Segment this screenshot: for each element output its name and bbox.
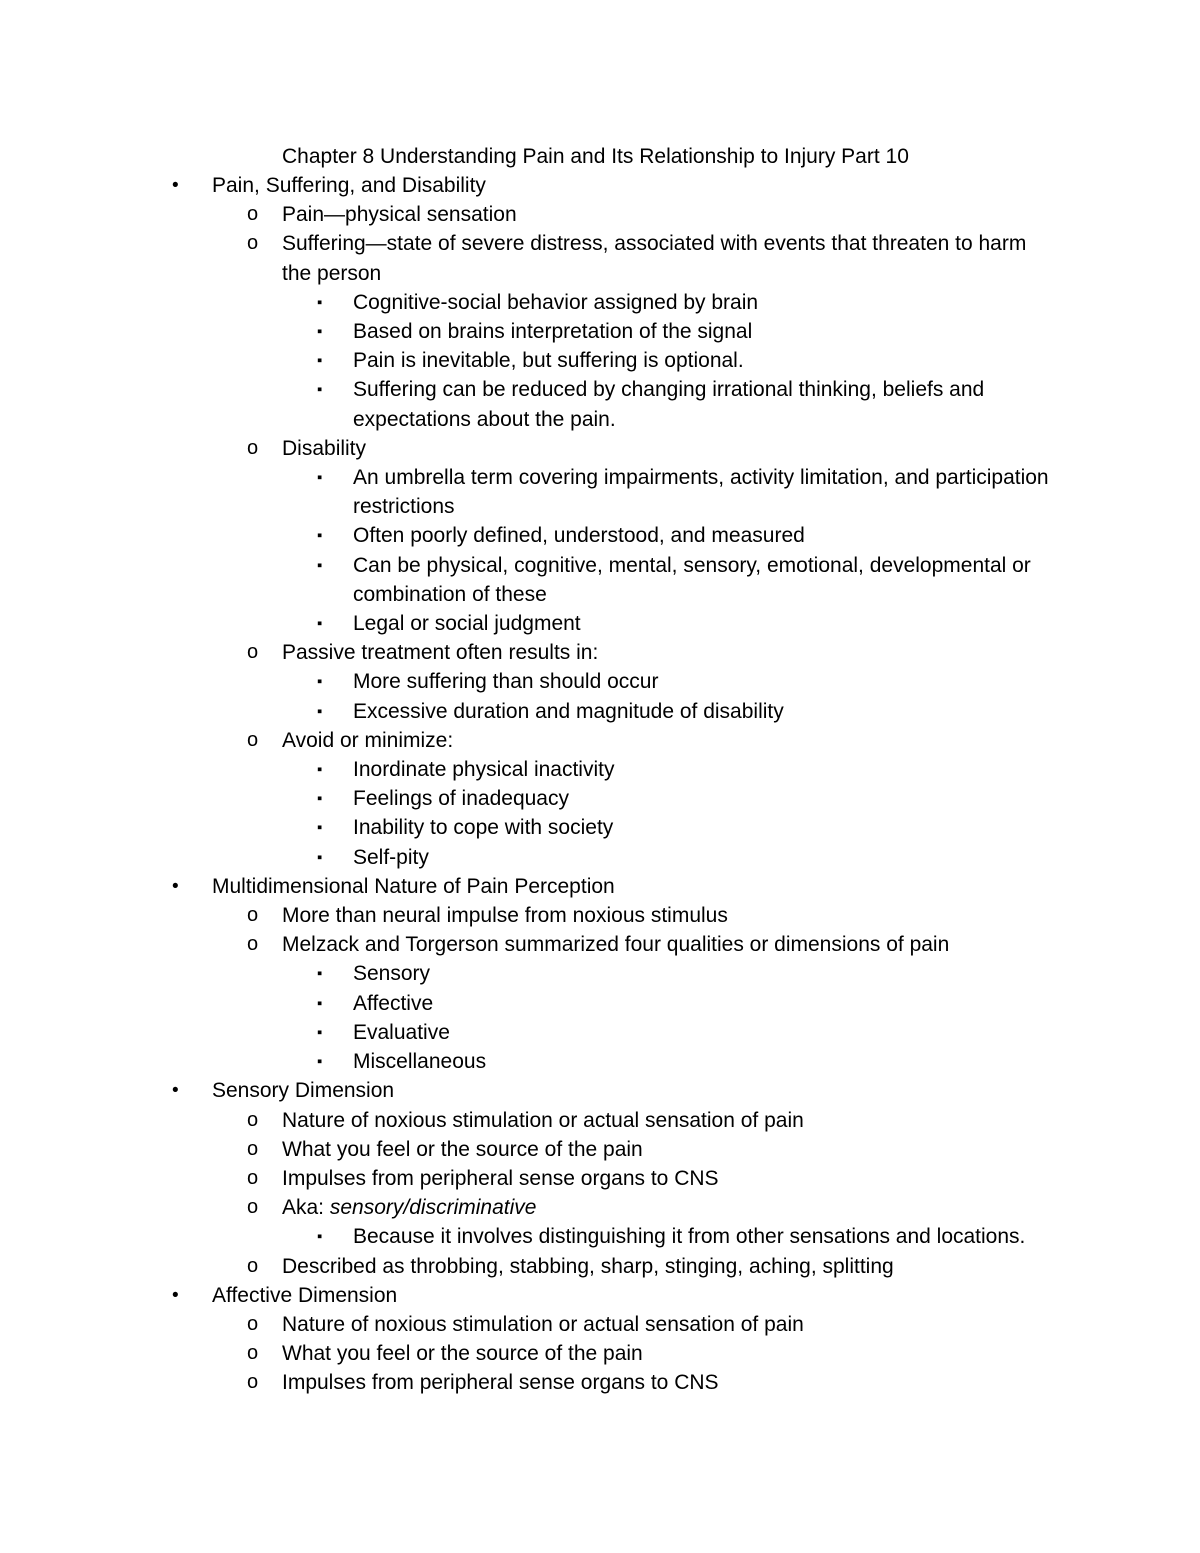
detail-item	[0, 667, 1200, 696]
page-title: Chapter 8 Understanding Pain and Its Relationship to Injury Part 10	[282, 145, 909, 168]
item-text: Suffering can be reduced by changing irrational thinking, beliefs and expectations about the pain.	[353, 378, 985, 431]
detail-item	[0, 989, 1200, 1018]
item-text: Described as throbbing, stabbing, sharp, stinging, aching, splitting	[282, 1254, 894, 1278]
item-text: Avoid or minimize:	[282, 728, 454, 752]
sub-item	[0, 901, 1200, 930]
sub-item	[0, 1135, 1200, 1164]
item-text: What you feel or the source of the pain	[282, 1137, 643, 1161]
item-text: Legal or social judgment	[353, 612, 581, 636]
section-heading	[0, 872, 1200, 901]
item-text: Aka:	[282, 1196, 330, 1220]
item-text: More than neural impulse from noxious stimulus	[282, 904, 728, 928]
sub-item	[0, 1164, 1200, 1193]
item-text: An umbrella term covering impairments, activity limitation, and participation restrictions	[353, 466, 1049, 519]
item-text: Miscellaneous	[353, 1050, 487, 1074]
sub-item	[0, 930, 1200, 959]
detail-item	[0, 813, 1200, 842]
item-text: Inability to cope with society	[353, 816, 614, 840]
item-text: Excessive duration and magnitude of disability	[353, 699, 784, 723]
square-marker: ▪	[317, 352, 323, 370]
circle-marker: o	[247, 728, 259, 751]
section-heading	[0, 1281, 1200, 1310]
sub-item	[0, 1310, 1200, 1339]
item-text: Feelings of inadequacy	[353, 787, 569, 811]
sub-item	[0, 1339, 1200, 1368]
circle-marker: o	[247, 1312, 259, 1335]
square-marker: ▪	[317, 790, 323, 808]
sub-item	[0, 1193, 1200, 1222]
detail-item	[0, 1047, 1200, 1076]
detail-item	[0, 755, 1200, 784]
item-text: Inordinate physical inactivity	[353, 758, 615, 782]
circle-marker: o	[247, 1196, 259, 1219]
circle-marker: o	[247, 1342, 259, 1365]
detail-item	[0, 521, 1200, 550]
circle-marker: o	[247, 1108, 259, 1131]
sub-item	[0, 1106, 1200, 1135]
item-text: Pain—physical sensation	[282, 203, 517, 227]
circle-marker: o	[247, 232, 259, 255]
item-text: Cognitive-social behavior assigned by brain	[353, 290, 759, 314]
item-text: Based on brains interpretation of the signal	[353, 320, 753, 344]
detail-item	[0, 609, 1200, 638]
square-marker: ▪	[317, 527, 323, 545]
bullet-marker: •	[172, 1080, 179, 1102]
item-text: Often poorly defined, understood, and measured	[353, 524, 805, 548]
outline-list	[0, 171, 1200, 1398]
item-text: Because it involves distinguishing it from other sensations and locations.	[353, 1225, 1026, 1249]
bullet-marker: •	[172, 175, 179, 196]
circle-marker: o	[247, 641, 259, 664]
square-marker: ▪	[317, 1228, 323, 1246]
item-text: Self-pity	[353, 845, 429, 869]
item-text: Pain is inevitable, but suffering is optional.	[353, 349, 744, 373]
detail-item	[0, 959, 1200, 988]
square-marker: ▪	[317, 323, 323, 341]
sub-item	[0, 200, 1200, 229]
item-text: Sensory Dimension	[212, 1079, 395, 1103]
detail-item	[0, 697, 1200, 726]
circle-marker: o	[247, 1137, 259, 1160]
detail-item	[0, 288, 1200, 317]
detail-item	[0, 843, 1200, 872]
square-marker: ▪	[317, 994, 323, 1012]
circle-marker: o	[247, 1254, 259, 1277]
section-heading	[0, 1076, 1200, 1105]
detail-item	[0, 1018, 1200, 1047]
item-text: More suffering than should occur	[353, 670, 659, 694]
sub-item	[0, 229, 1200, 287]
detail-item	[0, 375, 1200, 433]
square-marker: ▪	[317, 673, 323, 691]
square-marker: ▪	[317, 615, 323, 633]
circle-marker: o	[247, 1166, 259, 1189]
item-text: Melzack and Torgerson summarized four qualities or dimensions of pain	[282, 933, 950, 957]
circle-marker: o	[247, 904, 259, 927]
detail-item	[0, 551, 1200, 609]
item-text: Pain, Suffering, and Disability	[212, 174, 486, 197]
square-marker: ▪	[317, 556, 323, 574]
square-marker: ▪	[317, 381, 323, 399]
circle-marker: o	[247, 933, 259, 956]
detail-item	[0, 346, 1200, 375]
section-heading	[0, 171, 1200, 200]
circle-marker: o	[247, 1371, 259, 1394]
item-emphasis: sensory/discriminative	[329, 1196, 537, 1220]
square-marker: ▪	[317, 1023, 323, 1041]
item-text: Multidimensional Nature of Pain Perception	[212, 874, 615, 898]
detail-item	[0, 463, 1200, 521]
item-text: Sensory	[353, 962, 431, 986]
item-text: Suffering—state of severe distress, associated with events that threaten to harm the person	[282, 232, 1027, 285]
detail-item	[0, 317, 1200, 346]
item-text: What you feel or the source of the pain	[282, 1342, 643, 1366]
item-text: Impulses from peripheral sense organs to CNS	[282, 1166, 719, 1190]
square-marker: ▪	[317, 761, 323, 779]
bullet-marker: •	[172, 1284, 179, 1306]
circle-marker: o	[247, 436, 259, 459]
sub-item	[0, 638, 1200, 667]
bullet-marker: •	[172, 875, 179, 897]
sub-item	[0, 1368, 1200, 1397]
item-text: Nature of noxious stimulation or actual sensation of pain	[282, 1108, 804, 1132]
square-marker: ▪	[317, 1053, 323, 1071]
item-text: Passive treatment often results in:	[282, 641, 599, 665]
square-marker: ▪	[317, 702, 323, 720]
item-text: Nature of noxious stimulation or actual sensation of pain	[282, 1312, 804, 1336]
circle-marker: o	[247, 203, 259, 226]
sub-item	[0, 1252, 1200, 1281]
item-text: Affective Dimension	[212, 1283, 398, 1307]
item-text: Disability	[282, 436, 367, 460]
sub-item	[0, 434, 1200, 463]
sub-item	[0, 726, 1200, 755]
detail-item	[0, 784, 1200, 813]
square-marker: ▪	[317, 819, 323, 837]
item-text: Affective	[353, 991, 434, 1015]
square-marker: ▪	[317, 469, 323, 487]
item-text: Can be physical, cognitive, mental, sensory, emotional, developmental or combination of these	[353, 553, 1031, 606]
detail-item	[0, 1222, 1200, 1251]
item-text: Impulses from peripheral sense organs to CNS	[282, 1371, 719, 1395]
square-marker: ▪	[317, 293, 323, 311]
square-marker: ▪	[317, 965, 323, 983]
item-text: Evaluative	[353, 1020, 450, 1044]
square-marker: ▪	[317, 848, 323, 866]
